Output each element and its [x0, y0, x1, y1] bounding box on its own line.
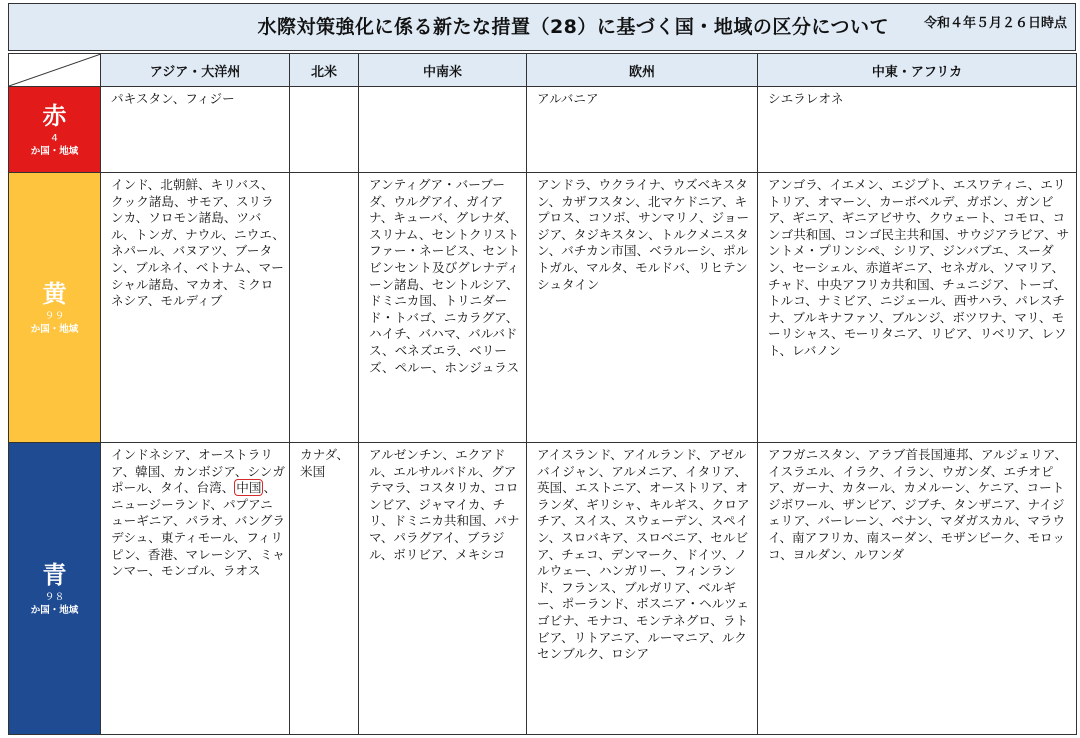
column-header: アジア・大洋州: [101, 54, 290, 87]
country-list: [290, 87, 359, 173]
country-list: アンゴラ、イエメン、エジプト、エスワティニ、エリトリア、オマーン、カーボベルデ、ガボン、ガンビア、ギニア、ギニアビサウ、クウェート、コモロ、コンゴ共和国、コンゴ民主共和国、サウジアラビア、サントメ・プリンシペ、シリア、ジンバブエ、スーダン、セーシェル、赤道ギニア、セネガル、ソマリア、チャド、中央アフリカ共和国、チュニジア、トーゴ、トルコ、ナミビア、ニジェール、西サハラ、パレスチナ、ブルキナファソ、ブルンジ、ボツワナ、マリ、モーリシャス、モーリタニア、リビア、リベリア、レソト、レバノン: [758, 173, 1077, 443]
corner-cell: [9, 54, 101, 87]
country-list: [359, 87, 527, 173]
level-name: 青: [42, 560, 67, 589]
country-list: アルゼンチン、エクアドル、エルサルバドル、グアテマラ、コスタリカ、コロンビア、ジャマイカ、チリ、ドミニカ共和国、パナマ、パラグアイ、ブラジル、ボリビア、メキシコ: [359, 443, 527, 735]
highlighted-country: 中国: [236, 480, 262, 496]
country-list: インド、北朝鮮、キリバス、クック諸島、サモア、スリランカ、ソロモン諸島、ツバル、トンガ、ナウル、ニウエ、ネパール、バヌアツ、ブータン、ブルネイ、ベトナム、マーシャル諸島、マカオ、ミクロネシア、モルディブ: [101, 173, 290, 443]
country-list: パキスタン、フィジー: [101, 87, 290, 173]
country-list: アルバニア: [527, 87, 758, 173]
column-header: 欧州: [527, 54, 758, 87]
country-list: カナダ、米国: [290, 443, 359, 735]
country-list: シエラレオネ: [758, 87, 1077, 173]
level-label-yellow: [9, 173, 101, 443]
country-list: アフガニスタン、アラブ首長国連邦、アルジェリア、イスラエル、イラク、イラン、ウガンダ、エチオピア、ガーナ、カタール、カメルーン、ケニア、コートジボワール、ザンビア、ジブチ、タンザニア、ナイジェリア、バーレーン、ベナン、マダガスカル、マラウイ、南アフリカ、南スーダン、モザンビーク、モロッコ、ヨルダン、ルワンダ: [758, 443, 1077, 735]
level-label-red: [9, 87, 101, 173]
header-row: [9, 54, 1077, 87]
level-count: ９９: [44, 310, 65, 322]
level-name: 赤: [42, 101, 67, 130]
date-stamp: 令和４年５月２６日時点: [923, 16, 1067, 31]
level-count: ９８: [44, 591, 65, 603]
classification-table: [8, 53, 1077, 735]
diagonal-line: [9, 54, 101, 86]
level-name: 黄: [42, 279, 67, 308]
page-title: 水際対策強化に係る新たな措置（28）に基づく国・地域の区分について: [257, 16, 889, 38]
document: [8, 3, 1076, 735]
level-unit: か国・地域: [30, 323, 79, 335]
country-list: アンドラ、ウクライナ、ウズベキスタン、カザフスタン、北マケドニア、キプロス、コソボ、サンマリノ、ジョージア、タジキスタン、トルクメニスタン、バチカン市国、ベラルーシ、ポルトガル、マルタ、モルドバ、リヒテンシュタイン: [527, 173, 758, 443]
country-list: アイスランド、アイルランド、アゼルバイジャン、アルメニア、イタリア、英国、エストニア、オーストリア、オランダ、ギリシャ、キルギス、クロアチア、スイス、スウェーデン、スペイン、スロバキア、スロベニア、セルビア、チェコ、デンマーク、ドイツ、ノルウェー、ハンガリー、フィンランド、フランス、ブルガリア、ベルギー、ポーランド、ボスニア・ヘルツェゴビナ、モナコ、モンテネグロ、ラトビア、リトアニア、ルーマニア、ルクセンブルク、ロシア: [527, 443, 758, 735]
row-red: [9, 87, 1077, 173]
country-list: アンティグア・バーブーダ、ウルグアイ、ガイアナ、キューバ、グレナダ、スリナム、セントクリスト ファー・ネービス、セントビンセント及びグレナディーン諸島、セントルシア、ドミニカ国、トリニダード・トバゴ、ニカラグア、ハイチ、バハマ、バルバドス、ベネズエラ、ベリーズ、ペルー、ホンジュラス: [359, 173, 527, 443]
level-count: 4: [51, 132, 58, 144]
level-label-blue: [9, 443, 101, 735]
level-unit: か国・地域: [30, 604, 79, 616]
country-list: [290, 173, 359, 443]
country-list: インドネシア、オーストラリア、韓国、カンボジア、シンガポール、タイ、台湾、 中国 、ニュージーランド、パプアニューギニア、パラオ、バングラデシュ、東ティモール、フィリピン、香港、マレーシア、ミャンマー、モンゴル、ラオス: [101, 443, 290, 735]
row-blue: [9, 443, 1077, 735]
level-unit: か国・地域: [30, 145, 79, 157]
column-header: 中東・アフリカ: [758, 54, 1077, 87]
title-bar: [8, 3, 1076, 51]
row-yellow: [9, 173, 1077, 443]
column-header: 北米: [290, 54, 359, 87]
column-header: 中南米: [359, 54, 527, 87]
